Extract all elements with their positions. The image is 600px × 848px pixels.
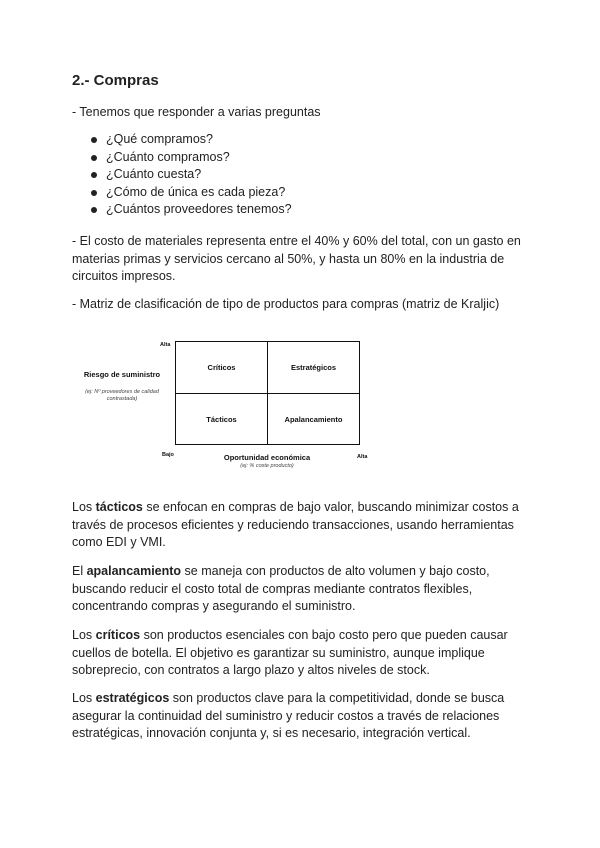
x-axis-label: Oportunidad económica bbox=[223, 453, 311, 462]
paragraph-apalancamiento: El apalancamiento se maneja con productos de alto volumen y bajo costo, buscando reducir el costo total de compras mediante contratos flexibles, concentrando compras y asegurando el suministro. bbox=[72, 564, 490, 613]
kraljic-matrix-figure bbox=[72, 334, 542, 474]
x-axis-sublabel: (ej: % coste producto) bbox=[240, 463, 294, 469]
matrix-grid bbox=[175, 341, 360, 445]
list-item: ¿Cuántos proveedores tenemos? bbox=[72, 201, 292, 219]
section-title: 2.- Compras bbox=[72, 72, 159, 89]
paragraph-estrategicos: Los estratégicos son productos clave para la competitividad, donde se busca asegurar la continuidad del suministro y reducir costos a través de relaciones estratégicas, innovación conjunta y, si es necesario, integración vertical. bbox=[72, 691, 505, 740]
list-item: ¿Qué compramos? bbox=[72, 131, 292, 149]
y-axis-sublabel: (ej: Nº proveedores de calidad contrastada) bbox=[85, 389, 159, 402]
list-item: ¿Cuánto compramos? bbox=[72, 149, 292, 167]
paragraph-tacticos: Los tácticos se enfocan en compras de bajo valor, buscando minimizar costos a través de procesos eficientes y reduciendo transacciones, usando herramientas como EDI y VMI. bbox=[72, 500, 519, 549]
cost-paragraph: - El costo de materiales representa entre el 40% y 60% del total, con un gasto en materias primas y servicios cercano al 50%, y hasta un 80% en la industria de circuitos impresos. bbox=[72, 234, 521, 283]
y-axis-label: Riesgo de suministro bbox=[83, 370, 161, 379]
paragraph-criticos: Los críticos son productos esenciales con bajo costo pero que pueden causar cuellos de botella. El objetivo es garantizar su suministro, aunque implique sobreprecio, con contratos a largo plazo y altos niveles de stock. bbox=[72, 628, 508, 677]
list-item: ¿Cómo de única es cada pieza? bbox=[72, 184, 292, 202]
x-axis-high-label: Alta bbox=[357, 454, 368, 460]
questions-list bbox=[72, 131, 292, 219]
cell-tacticos: Tácticos bbox=[206, 415, 237, 424]
cell-estrategicos: Estratégicos bbox=[290, 363, 337, 372]
cell-apalancamiento: Apalancamiento bbox=[284, 415, 343, 424]
list-item: ¿Cuánto cuesta? bbox=[72, 166, 292, 184]
origin-low-label: Bajo bbox=[162, 452, 174, 458]
matrix-intro: - Matriz de clasificación de tipo de productos para compras (matriz de Kraljic) bbox=[72, 297, 500, 311]
cell-criticos: Críticos bbox=[207, 363, 236, 372]
y-axis-high-label: Alta bbox=[160, 342, 171, 348]
intro-text: - Tenemos que responder a varias preguntas bbox=[72, 105, 321, 119]
